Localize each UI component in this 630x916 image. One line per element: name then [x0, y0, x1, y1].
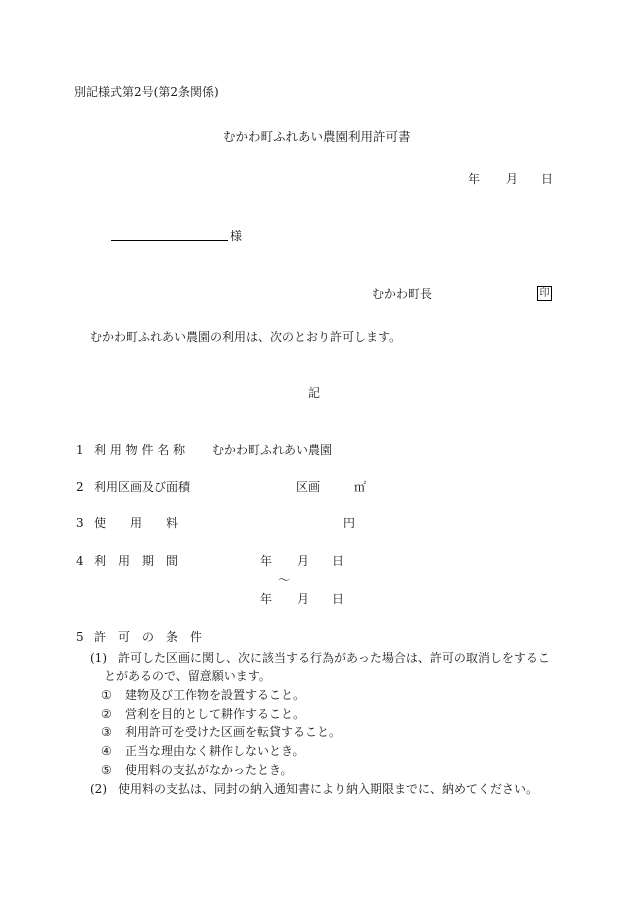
date-day: 日: [541, 172, 554, 186]
item-2-unit-sqm: ㎡: [354, 480, 367, 494]
date-month: 月: [506, 172, 519, 186]
subitem-mark: ①: [101, 688, 112, 702]
item-5-number: 5: [76, 630, 84, 644]
item-4-number: 4: [76, 554, 84, 568]
item-4-end-year: 年: [260, 592, 273, 606]
item-3-number: 3: [76, 516, 84, 530]
item-1-value: むかわ町ふれあい農園: [212, 443, 333, 457]
subitem-mark: ②: [101, 707, 112, 721]
item-2-unit-kukaku: 区画: [296, 480, 321, 494]
item-4-end-day: 日: [332, 592, 345, 606]
condition-1-line-2: とがあるので、留意願います。: [104, 669, 271, 683]
subitem-text: 使用料の支払がなかったとき。: [125, 763, 293, 777]
ki-heading: 記: [308, 386, 321, 400]
item-3-label: 使 用 料: [94, 516, 179, 530]
item-4-end-month: 月: [297, 592, 310, 606]
item-5-label: 許 可 の 条 件: [94, 630, 203, 644]
date-year: 年: [468, 172, 481, 186]
subitem-text: 正当な理由なく耕作しないとき。: [125, 744, 305, 758]
item-2-label: 利用区画及び面積: [94, 480, 191, 494]
item-3-unit-yen: 円: [343, 516, 356, 530]
subitem-text: 利用許可を受けた区画を転貸すること。: [125, 725, 342, 739]
subitem-mark: ④: [101, 744, 112, 758]
item-2-number: 2: [76, 480, 84, 494]
item-1-number: 1: [76, 443, 84, 457]
subitem-mark: ③: [101, 725, 112, 739]
subitem-text: 営利を目的として耕作すること。: [125, 707, 306, 721]
condition-2-number: (2): [90, 782, 107, 796]
item-4-tilde: 〜: [278, 573, 291, 587]
addressee-name-line: [111, 240, 228, 241]
condition-1-number: (1): [90, 651, 107, 665]
item-4-label: 利 用 期 間: [94, 554, 179, 568]
document-title: むかわ町ふれあい農園利用許可書: [223, 129, 411, 144]
item-4-start-year: 年: [260, 554, 273, 568]
issuer-name: むかわ町長: [372, 287, 433, 301]
form-reference: 別記様式第2号(第2条関係): [74, 85, 219, 99]
condition-1-line-1: 許可した区画に関し、次に該当する行為があった場合は、許可の取消しをするこ: [118, 651, 550, 665]
subitem-mark: ⑤: [101, 763, 112, 777]
item-4-start-month: 月: [297, 554, 310, 568]
body-text: むかわ町ふれあい農園の利用は、次のとおり許可します。: [90, 330, 402, 344]
addressee-suffix: 様: [230, 229, 243, 243]
subitem-text: 建物及び工作物を設置すること。: [125, 688, 306, 702]
item-1-label: 利 用 物 件 名 称: [94, 443, 186, 457]
condition-2-text: 使用料の支払は、同封の納入通知書により納入期限までに、納めてください。: [118, 782, 539, 796]
seal-mark: 印: [537, 286, 552, 301]
item-4-start-day: 日: [332, 554, 345, 568]
